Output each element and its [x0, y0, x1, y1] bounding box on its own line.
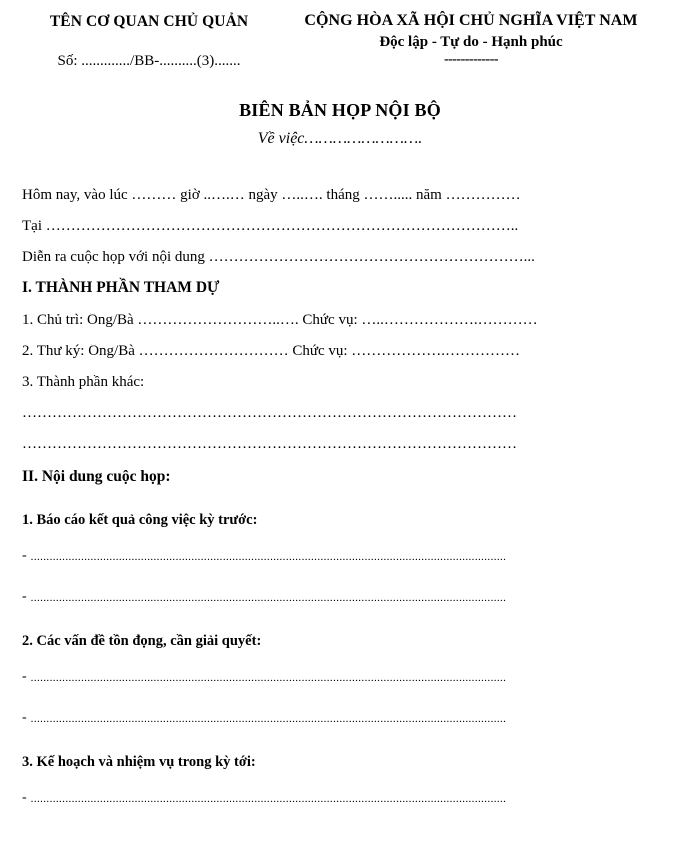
dotted-leader: .......................................................................................................................................................	[30, 593, 507, 604]
title-block	[0, 100, 680, 148]
national-title: CỘNG HÒA XÃ HỘI CHỦ NGHĨA VIỆT NAM	[304, 12, 638, 29]
fill-row	[22, 670, 600, 685]
fill-row	[22, 590, 600, 605]
header-right-column	[280, 10, 662, 67]
page-title: BIÊN BẢN HỌP NỘI BỘ	[239, 100, 441, 120]
document-body	[0, 188, 680, 806]
fill-row	[22, 791, 600, 806]
meeting-content-item	[22, 754, 658, 806]
dotted-leader: .......................................................................................................................................................	[30, 794, 507, 805]
dash-bullet: -	[22, 548, 27, 563]
dash-bullet: -	[22, 710, 27, 725]
fill-row	[22, 549, 600, 564]
intro-line-time: Hôm nay, vào lúc ……… giờ ..….… ngày …..…. tháng ……..... năm ……………	[22, 188, 521, 203]
intro-line-content: Diễn ra cuộc họp với nội dung ………………………………………………………...	[22, 250, 535, 265]
document-number: Số: ............./BB-..........(3).......	[57, 53, 241, 69]
fill-row	[22, 711, 600, 726]
document-header	[0, 0, 680, 70]
dotted-leader: .......................................................................................................................................................	[30, 552, 507, 563]
dash-bullet: -	[22, 669, 27, 684]
dotted-leader: .......................................................................................................................................................	[30, 714, 507, 725]
meeting-item-label: 2. Các vấn đề tồn đọng, cần giải quyết:	[22, 633, 262, 649]
participant-chair-line: 1. Chủ trì: Ông/Bà ………………………..…. Chức vụ: …..……………….…………	[22, 313, 538, 328]
national-motto: Độc lập - Tự do - Hạnh phúc	[379, 34, 563, 50]
motto-divider: -------------	[443, 52, 499, 67]
dotted-leader: .......................................................................................................................................................	[30, 673, 507, 684]
section-two-heading: II. Nội dung cuộc họp:	[22, 468, 171, 485]
meeting-content-item	[22, 512, 658, 605]
intro-line-place: Tại …………………………………………………………………………………..	[22, 219, 519, 234]
meeting-content-item	[22, 633, 658, 726]
participant-others-blank-line-1: ………………………………………………………………………………………	[22, 406, 517, 421]
header-left-column	[18, 10, 280, 70]
participant-others-blank-line-2: ………………………………………………………………………………………	[22, 437, 517, 452]
dash-bullet: -	[22, 790, 27, 805]
participant-others-label: 3. Thành phần khác:	[22, 375, 145, 390]
meeting-item-label: 3. Kế hoạch và nhiệm vụ trong kỳ tới:	[22, 754, 256, 770]
meeting-item-label: 1. Báo cáo kết quả công việc kỳ trước:	[22, 512, 258, 528]
document-subject: Về việc…………………….	[257, 130, 423, 147]
participant-secretary-line: 2. Thư ký: Ông/Bà ………………………… Chức vụ: ……………….……………	[22, 344, 521, 359]
section-one-heading: I. THÀNH PHẦN THAM DỰ	[22, 279, 220, 296]
organization-name: TÊN CƠ QUAN CHỦ QUẢN	[49, 13, 249, 30]
dash-bullet: -	[22, 589, 27, 604]
